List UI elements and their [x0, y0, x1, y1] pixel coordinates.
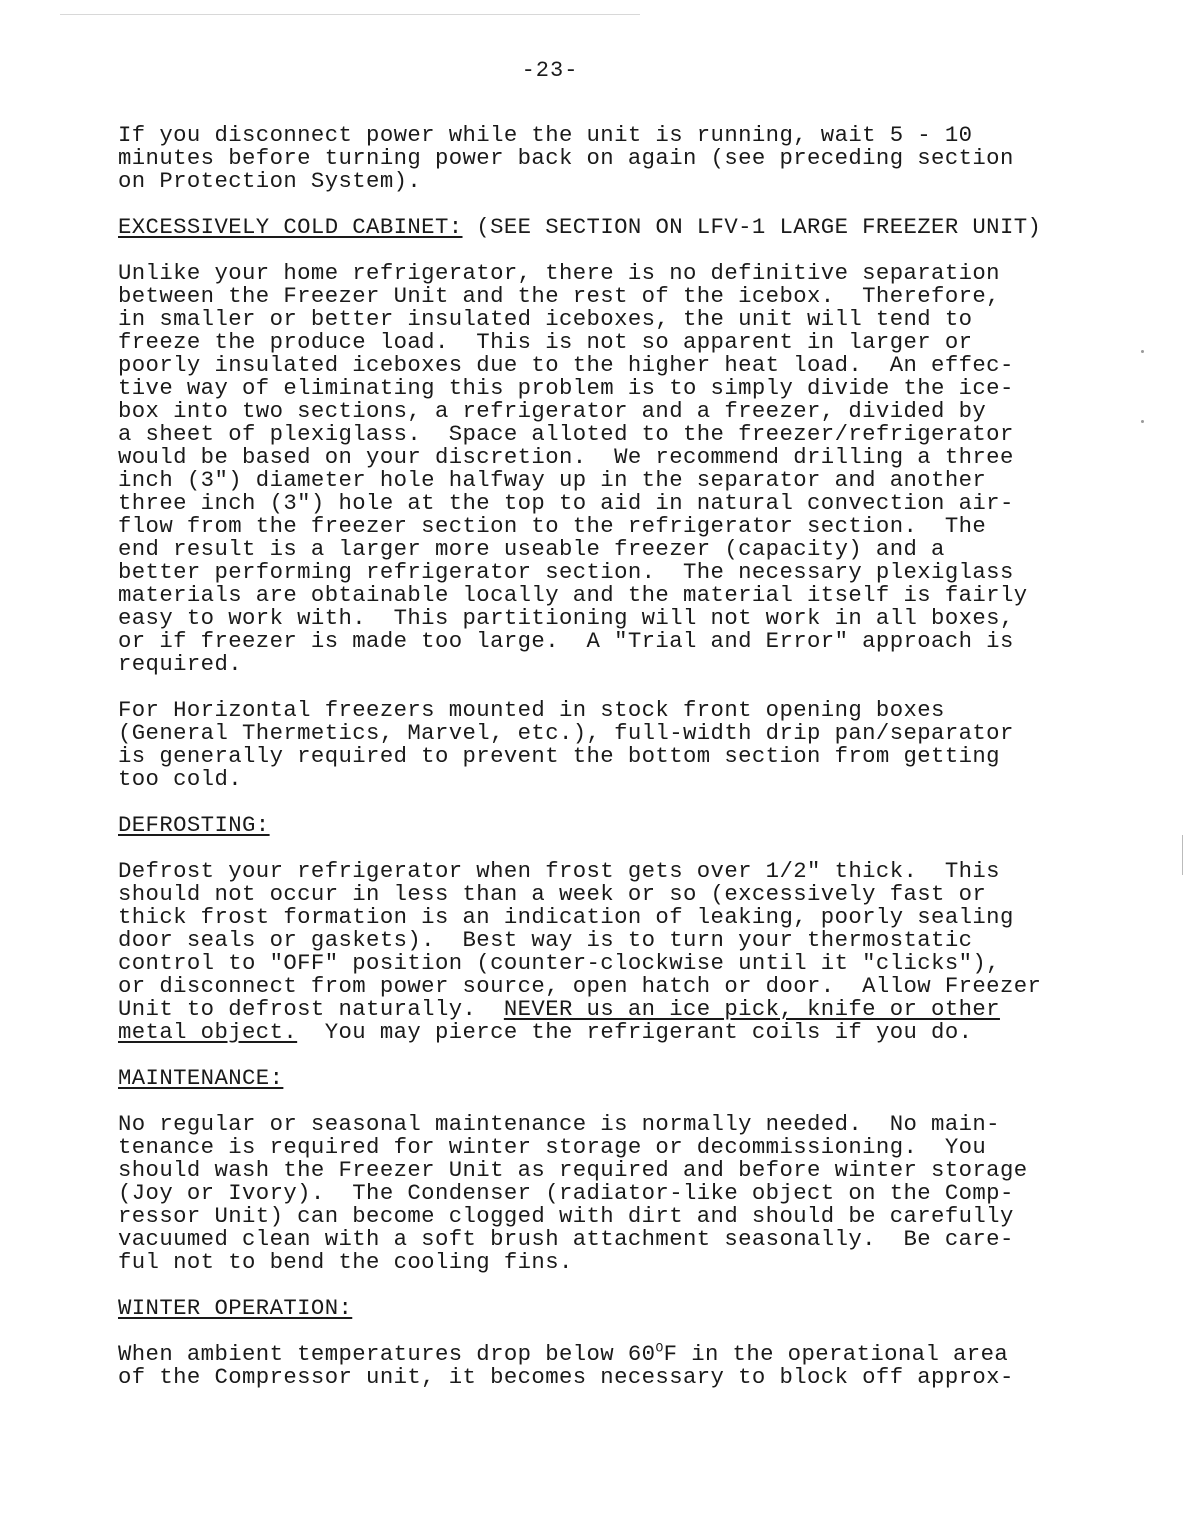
scan-artifact [1182, 835, 1183, 875]
cold-cabinet-paragraph-1 [118, 262, 1058, 676]
text-line: control to "OFF" position (counter-clockwise until it "clicks"), [118, 950, 1000, 976]
text-line: door seals or gaskets). Best way is to turn your thermostatic [118, 927, 973, 953]
cold-cabinet-heading [118, 216, 1058, 239]
text-line: (Joy or Ivory). The Condenser (radiator-like object on the Comp- [118, 1180, 1014, 1206]
maintenance-paragraph [118, 1113, 1058, 1274]
text-line: vacuumed clean with a soft brush attachment seasonally. Be care- [118, 1226, 1014, 1252]
text-line: would be based on your discretion. We recommend drilling a three [118, 444, 1014, 470]
maintenance-heading [118, 1067, 1058, 1090]
text-line: in smaller or better insulated iceboxes, the unit will tend to [118, 306, 973, 332]
text-line: (General Thermetics, Marvel, etc.), full-width drip pan/separator [118, 720, 1014, 746]
text-line: inch (3") diameter hole halfway up in the separator and another [118, 467, 987, 493]
text-line: or if freezer is made too large. A "Trial and Error" approach is [118, 628, 1014, 654]
scan-artifact [1141, 350, 1144, 353]
text-line: materials are obtainable locally and the material itself is fairly [118, 582, 1028, 608]
text-line: thick frost formation is an indication of leaking, poorly sealing [118, 904, 1014, 930]
scan-artifact [1141, 420, 1144, 423]
winter-paragraph [118, 1340, 1058, 1390]
text-line: box into two sections, a refrigerator and a freezer, divided by [118, 398, 987, 424]
text-line: If you disconnect power while the unit is running, wait 5 - 10 [118, 122, 973, 148]
cold-cabinet-paragraph-2 [118, 699, 1058, 791]
text-line: a sheet of plexiglass. Space alloted to the freezer/refrigerator [118, 421, 1014, 447]
text-line: should not occur in less than a week or so (excessively fast or [118, 881, 987, 907]
scan-artifact [60, 14, 640, 15]
intro-paragraph [118, 124, 1058, 193]
section-title: MAINTENANCE: [118, 1065, 284, 1091]
text-line: three inch (3") hole at the top to aid in natural convection air- [118, 490, 1014, 516]
text-line: easy to work with. This partitioning will not work in all boxes, [118, 605, 1014, 631]
text-line: You may pierce the refrigerant coils if you do. [297, 1019, 973, 1045]
section-note: (SEE SECTION ON LFV-1 LARGE FREEZER UNIT) [462, 214, 1042, 240]
text-line: of the Compressor unit, it becomes necessary to block off approx- [118, 1364, 1014, 1390]
text-line: tenance is required for winter storage or decommissioning. You [118, 1134, 987, 1160]
text-line: minutes before turning power back on again (see preceding section [118, 145, 1014, 171]
text-line: freeze the produce load. This is not so apparent in larger or [118, 329, 973, 355]
winter-heading [118, 1297, 1058, 1320]
defrosting-paragraph [118, 860, 1058, 1044]
text-line: too cold. [118, 766, 243, 792]
text-line: better performing refrigerator section. The necessary plexiglass [118, 559, 1014, 585]
text-line: end result is a larger more useable freezer (capacity) and a [118, 536, 945, 562]
text-line: Unlike your home refrigerator, there is no definitive separation [118, 260, 1000, 286]
text-line: flow from the freezer section to the refrigerator section. The [118, 513, 987, 539]
warning-text: metal object. [118, 1019, 298, 1045]
section-title: WINTER OPERATION: [118, 1295, 353, 1321]
defrosting-heading [118, 814, 1058, 837]
text-line: Unit to defrost naturally. [118, 996, 504, 1022]
text-line: Defrost your refrigerator when frost gets over 1/2" thick. This [118, 858, 1000, 884]
text-line: When ambient temperatures drop below 60 [118, 1341, 656, 1367]
warning-text: NEVER us an ice pick, knife or other [503, 996, 1000, 1022]
text-line: For Horizontal freezers mounted in stock front opening boxes [118, 697, 945, 723]
degree-superscript: O [655, 1340, 664, 1356]
text-line: tive way of eliminating this problem is to simply divide the ice- [118, 375, 1014, 401]
text-line: between the Freezer Unit and the rest of the icebox. Therefore, [118, 283, 1000, 309]
page-number: -23- [521, 58, 579, 83]
text-line: No regular or seasonal maintenance is normally needed. No main- [118, 1111, 1000, 1137]
text-line: poorly insulated iceboxes due to the higher heat load. An effec- [118, 352, 1014, 378]
text-line: ful not to bend the cooling fins. [118, 1249, 573, 1275]
text-line: ressor Unit) can become clogged with dirt and should be carefully [118, 1203, 1014, 1229]
text-line: is generally required to prevent the bottom section from getting [118, 743, 1000, 769]
section-title: EXCESSIVELY COLD CABINET: [118, 214, 463, 240]
text-line: should wash the Freezer Unit as required and before winter storage [118, 1157, 1028, 1183]
document-body [118, 124, 1058, 1412]
text-line: F in the operational area [663, 1341, 1009, 1367]
text-line: on Protection System). [118, 168, 422, 194]
text-line: or disconnect from power source, open hatch or door. Allow Freezer [118, 973, 1042, 999]
text-line: required. [118, 651, 243, 677]
section-title: DEFROSTING: [118, 812, 270, 838]
